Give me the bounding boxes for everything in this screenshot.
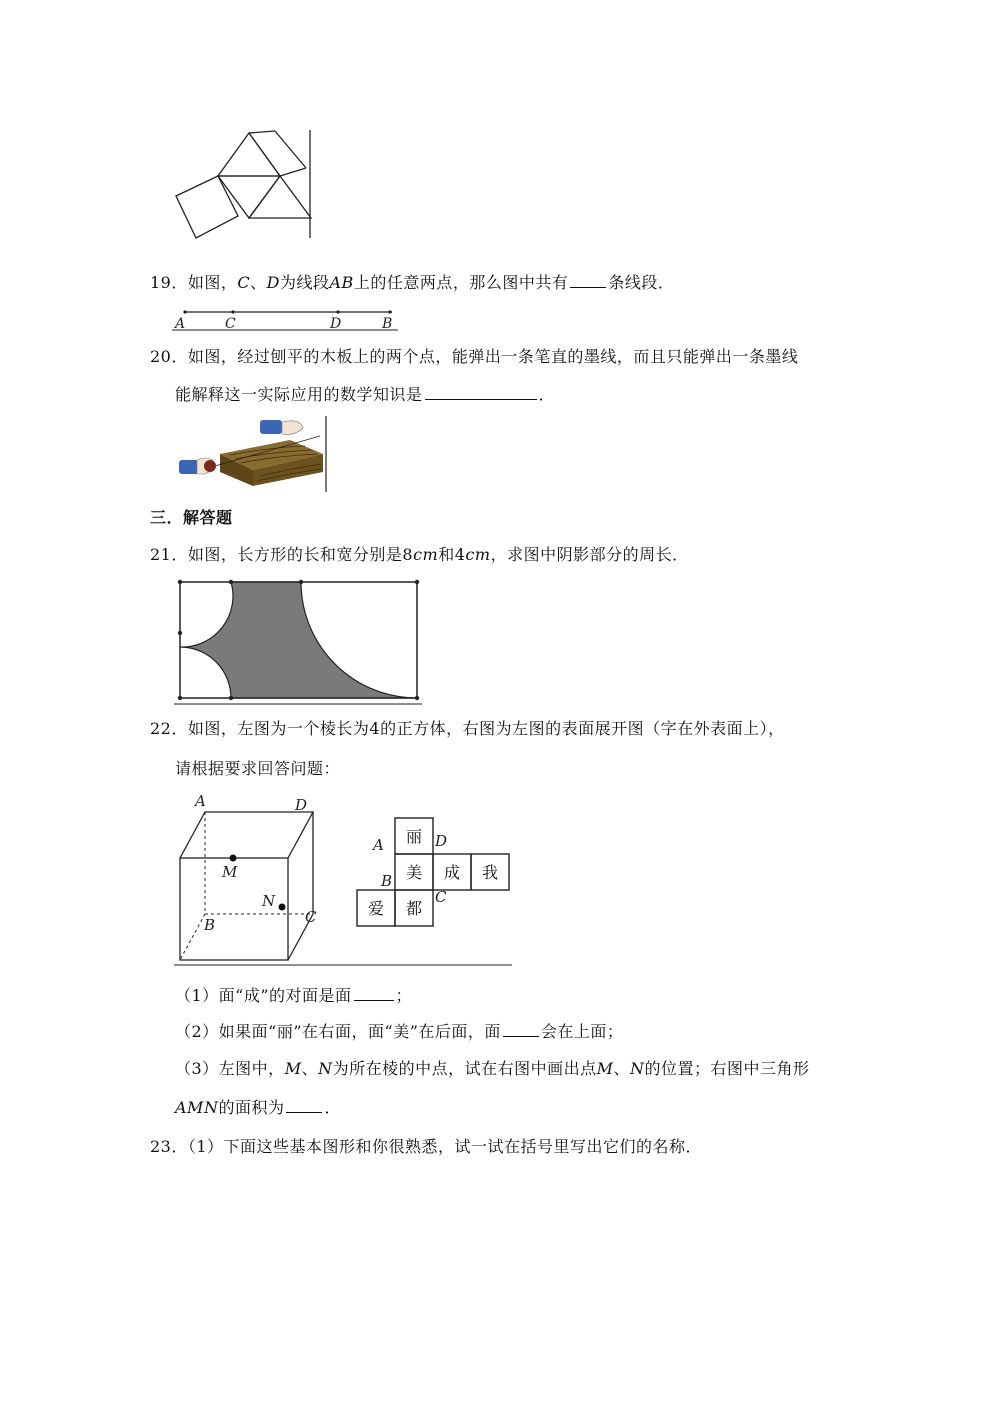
- math-var: N: [630, 1059, 645, 1078]
- number: 4: [454, 545, 466, 564]
- question-20-line2: [175, 384, 555, 406]
- question-22-part2: [175, 1021, 623, 1043]
- text: ；: [395, 986, 413, 1005]
- question-19: [150, 272, 674, 294]
- question-number: 20．: [150, 347, 188, 366]
- question-23: [150, 1136, 702, 1158]
- text: （1）下面这些基本图形和你很熟悉，试一试在括号里写出它们的名称．: [187, 1137, 703, 1156]
- question-21: [150, 544, 689, 566]
- cube-label-M: M: [222, 863, 238, 881]
- text: 、: [250, 273, 267, 292]
- cube-label-N: N: [262, 892, 276, 910]
- answer-blank[interactable]: [425, 385, 537, 400]
- net-label-D: D: [435, 832, 448, 850]
- math-var: D: [266, 273, 280, 292]
- net-face-wo: 我: [481, 863, 499, 882]
- text: ．: [324, 1098, 341, 1117]
- text: 和: [438, 545, 455, 564]
- text: （3）左图中，: [175, 1059, 285, 1078]
- question-22-line2: [175, 758, 340, 780]
- cube-label-D: D: [295, 796, 308, 814]
- text: 如图，左图为一个棱长为: [187, 719, 370, 738]
- text: 会在上面；: [540, 1022, 624, 1041]
- cube-label-C: C: [305, 908, 317, 926]
- section-title: 三．解答题: [150, 508, 233, 527]
- text: ．: [538, 385, 556, 404]
- number: 8: [402, 545, 414, 564]
- net-label-B: B: [381, 872, 393, 890]
- text: 为所在棱的中点，试在右图中画出点: [332, 1059, 597, 1078]
- question-22-part1: [175, 985, 412, 1007]
- answer-blank[interactable]: [503, 1022, 539, 1037]
- point-label-D: D: [330, 316, 342, 332]
- text: 为线段: [279, 273, 330, 292]
- text: 上的任意两点，那么图中共有: [353, 273, 569, 292]
- net-face-du: 都: [405, 899, 423, 918]
- text: ，求图中阴影部分的周长．: [490, 545, 689, 564]
- rectangle-shaded-figure: [172, 574, 424, 706]
- answer-blank[interactable]: [286, 1098, 322, 1113]
- point-label-B: B: [382, 316, 393, 332]
- text: 的正方体，右图为左图的表面展开图（字在外表面上），: [380, 719, 785, 738]
- text: 的位置；右图中三角形: [644, 1059, 810, 1078]
- net-label-C: C: [435, 888, 447, 906]
- question-22-line1: [150, 718, 785, 740]
- math-var: AMN: [175, 1098, 219, 1117]
- answer-blank[interactable]: [354, 986, 394, 1001]
- answer-blank[interactable]: [570, 273, 606, 288]
- segment-figure: [170, 306, 400, 332]
- math-var: M: [596, 1059, 614, 1078]
- text: （1）面“成”的对面是面: [175, 986, 352, 1005]
- prism-net-figure: [170, 128, 315, 240]
- question-number: 21．: [150, 545, 188, 564]
- number: 4: [369, 719, 381, 738]
- cube-label-B: B: [204, 916, 216, 934]
- text: 能解释这一实际应用的数学知识是: [175, 385, 423, 404]
- text: 如图，经过刨平的木板上的两个点，能弹出一条笔直的墨线，而且只能弹出一条墨线: [187, 347, 799, 366]
- wood-board-figure: [175, 414, 335, 494]
- net-label-A: A: [373, 836, 384, 854]
- question-22-part3-cont: [175, 1097, 341, 1119]
- text: （2）如果面“丽”在右面，面“美”在后面，面: [175, 1022, 501, 1041]
- text: 请根据要求回答问题：: [175, 759, 341, 778]
- question-20-line1: [150, 346, 798, 368]
- math-var: C: [237, 273, 251, 292]
- math-var: M: [284, 1059, 302, 1078]
- question-22-part3: [175, 1058, 810, 1080]
- text: 如图，: [187, 273, 238, 292]
- question-number: 19．: [150, 273, 188, 292]
- unit: cm: [413, 545, 439, 564]
- text: 、: [301, 1059, 319, 1078]
- math-var: N: [318, 1059, 333, 1078]
- math-var: AB: [329, 273, 354, 292]
- cube-label-A: A: [195, 792, 206, 810]
- net-face-cheng: 成: [443, 863, 461, 882]
- question-number: 23．: [150, 1137, 188, 1156]
- cube-figure: [172, 790, 517, 970]
- point-label-C: C: [225, 316, 236, 332]
- unit: cm: [465, 545, 491, 564]
- text: 条线段．: [608, 273, 675, 292]
- text: 、: [613, 1059, 631, 1078]
- question-number: 22．: [150, 719, 188, 738]
- net-face-mei: 美: [405, 863, 423, 882]
- text: 如图，长方形的长和宽分别是: [187, 545, 403, 564]
- net-face-ai: 爱: [367, 899, 385, 918]
- net-face-li: 丽: [405, 827, 423, 846]
- text: 的面积为: [218, 1098, 285, 1117]
- point-label-A: A: [175, 316, 186, 332]
